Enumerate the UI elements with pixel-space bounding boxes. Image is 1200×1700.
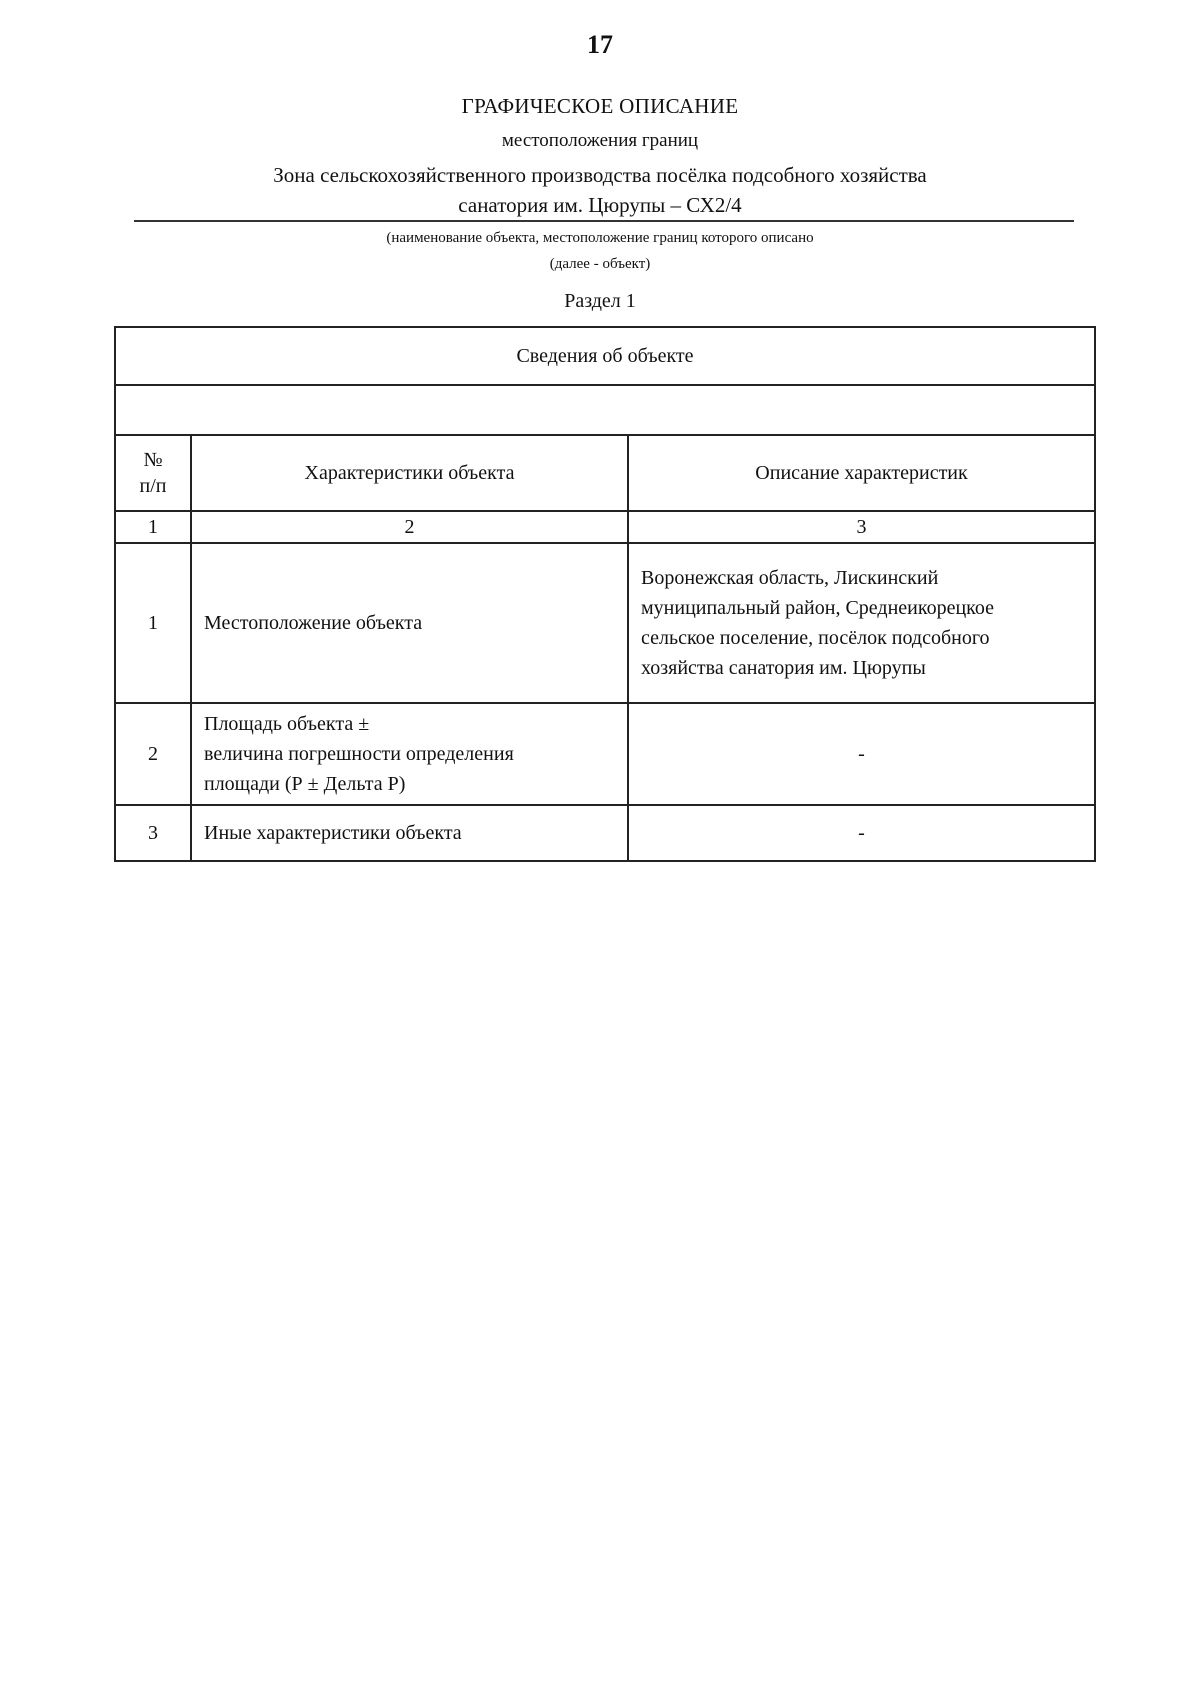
object-name-line: санатория им. Цюрупы – СХ2/4 — [458, 193, 742, 217]
description-line: муниципальный район, Среднеикорецкое — [641, 597, 994, 619]
characteristic-line: Площадь объекта ± — [204, 713, 370, 735]
table-header-row — [115, 435, 1095, 511]
object-name — [134, 160, 1066, 220]
characteristic-line: Иные характеристики объекта — [204, 822, 462, 844]
row-description: - — [628, 805, 1095, 861]
characteristic-line: Местоположение объекта — [204, 612, 423, 634]
document-title: ГРАФИЧЕСКОЕ ОПИСАНИЕ — [461, 94, 739, 118]
page-number: 17 — [587, 30, 613, 59]
column-index: 2 — [191, 511, 628, 543]
section-label: Раздел 1 — [564, 290, 636, 312]
blank-cell — [115, 385, 1095, 435]
row-number: 2 — [115, 703, 191, 805]
characteristic-line: площади (Р ± Дельта Р) — [204, 773, 406, 795]
column-index: 3 — [628, 511, 1095, 543]
header-number-abbr: п/п — [139, 475, 167, 497]
characteristic-line: величина погрешности определения — [204, 743, 514, 765]
table-blank-row — [115, 385, 1095, 435]
row-number: 1 — [115, 543, 191, 703]
description-line: сельское поселение, посёлок подсобного — [641, 627, 990, 649]
object-info-table — [114, 326, 1096, 862]
row-description: - — [628, 703, 1095, 805]
description-line: хозяйства санатория им. Цюрупы — [641, 657, 926, 679]
row-characteristic — [191, 703, 628, 805]
object-name-line: Зона сельскохозяйственного производства посёлка подсобного хозяйства — [273, 163, 927, 187]
header-number-symbol: № — [143, 449, 163, 471]
row-description — [628, 543, 1095, 703]
caption-line: (наименование объекта, местоположение границ которого описано — [386, 230, 814, 246]
row-characteristic — [191, 805, 628, 861]
table-row — [115, 543, 1095, 703]
header-number — [115, 435, 191, 511]
object-name-underline — [134, 220, 1074, 222]
object-name-caption — [0, 225, 1200, 277]
caption-line: (далее - объект) — [549, 256, 651, 272]
row-characteristic — [191, 543, 628, 703]
header-description: Описание характеристик — [628, 435, 1095, 511]
description-line: Воронежская область, Лискинский — [641, 567, 939, 589]
table-index-row — [115, 511, 1095, 543]
row-number: 3 — [115, 805, 191, 861]
document-subtitle: местоположения границ — [501, 130, 699, 151]
column-index: 1 — [115, 511, 191, 543]
header-characteristics: Характеристики объекта — [191, 435, 628, 511]
table-title-row — [115, 327, 1095, 385]
table-row — [115, 703, 1095, 805]
table-row — [115, 805, 1095, 861]
table-title: Сведения об объекте — [115, 327, 1095, 385]
